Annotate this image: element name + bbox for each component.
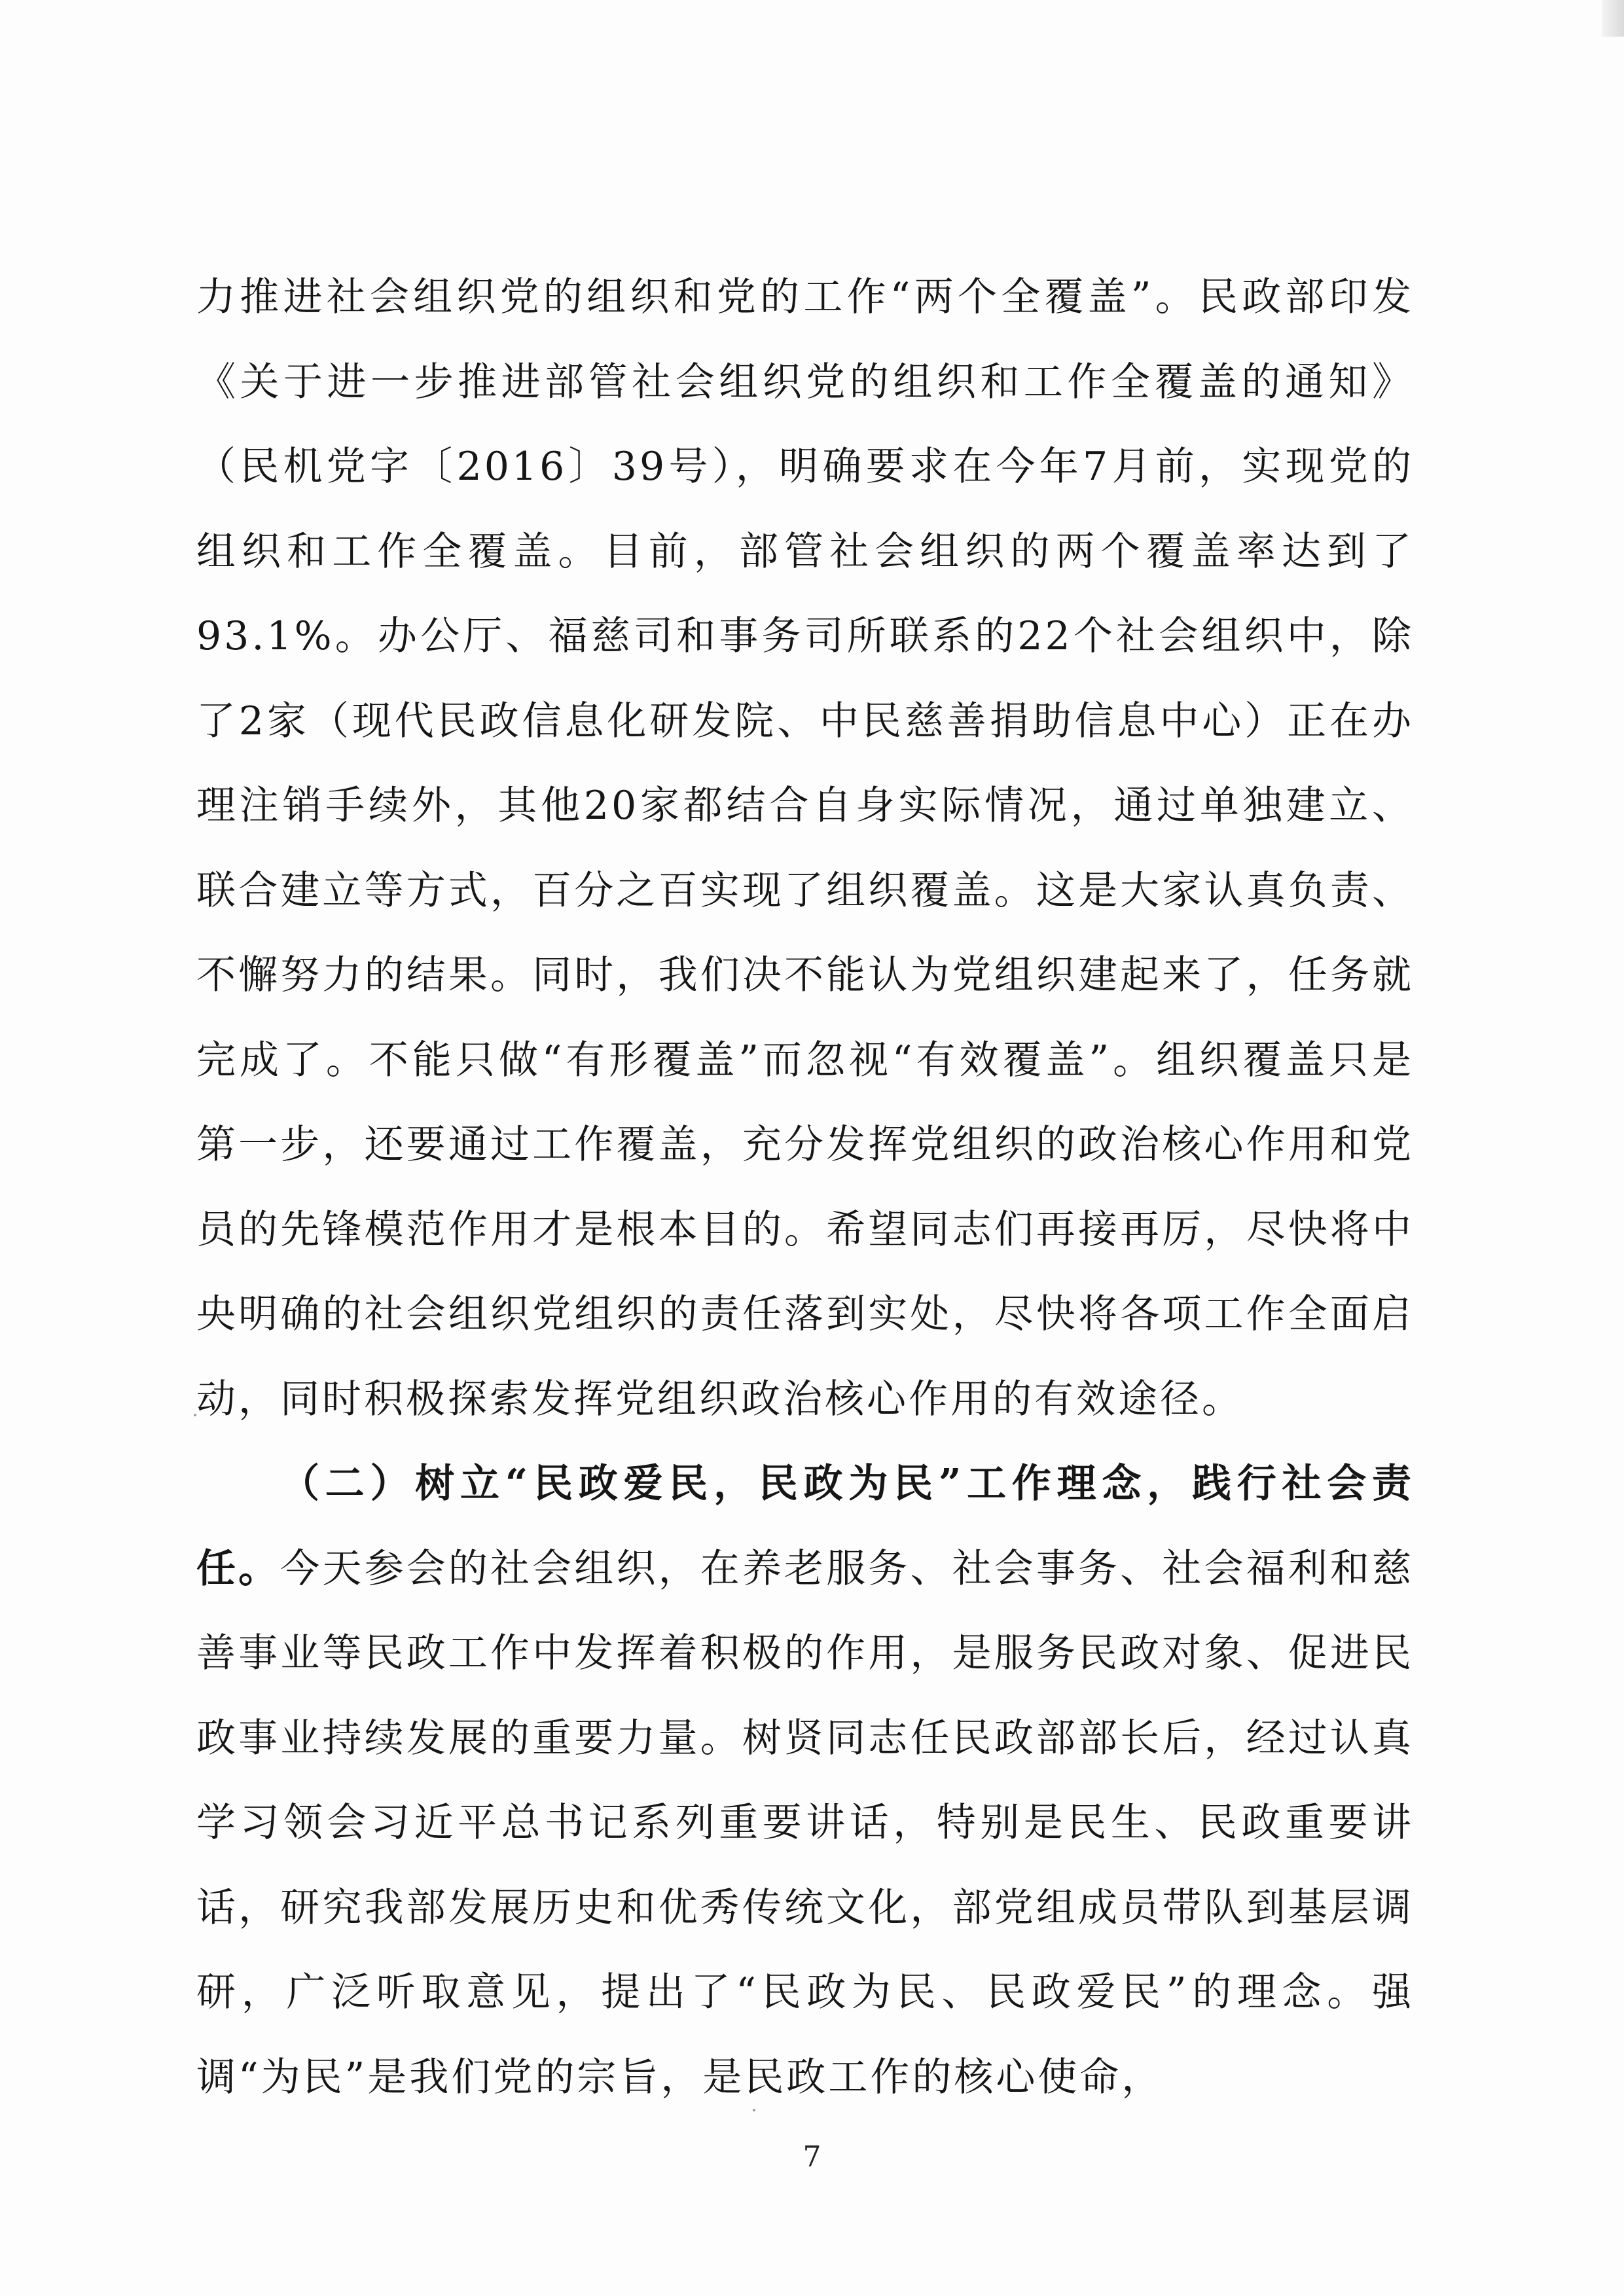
section-heading: （二）树立“民政爱民，民政为民”工作理念，践行社会责任。 (196, 1461, 1414, 1592)
paragraph-section-two (196, 1442, 1414, 2120)
page-number: 7 (803, 2140, 821, 2174)
paragraph-coverage-text: 力推进社会组织党的组织和党的工作“两个全覆盖”。民政部印发《关于进一步推进部管社会组织党的组织和工作全覆盖的通知》（民机党字〔2016〕39号），明确要求在今年7月前，实现党的组织和工作全覆盖。目前，部管社会组织的两个覆盖率达到了93.1%。办公厅、福慈司和事务司所联系的22个社会组织中，除了2家（现代民政信息化研发院、中民慈善捐助信息中心）正在办理注销手续外，其他20家都结合自身实际情况，通过单独建立、联合建立等方式，百分之百实现了组织覆盖。这是大家认真负责、不懈努力的结果。同时，我们决不能认为党组织建起来了，任务就完成了。不能只做“有形覆盖”而忽视“有效覆盖”。组织覆盖只是第一步，还要通过工作覆盖，充分发挥党组织的政治核心作用和党员的先锋模范作用才是根本目的。希望同志们再接再厉，尽快将中央明确的社会组织党组织的责任落到实处，尽快将各项工作全面启动，同时积极探索发挥党组织政治核心作用的有效途径。 (196, 274, 1414, 1422)
scan-edge-shadow (1602, 0, 1624, 37)
body-text (196, 255, 1414, 2120)
paragraph-section-two-text: 今天参会的社会组织，在养老服务、社会事务、社会福利和慈善事业等民政工作中发挥着积极的作用，是服务民政对象、促进民政事业持续发展的重要力量。树贤同志任民政部部长后，经过认真学习领会习近平总书记系列重要讲话，特别是民生、民政重要讲话，研究我部发展历史和优秀传统文化，部党组成员带队到基层调研，广泛听取意见，提出了“民政为民、民政爱民”的理念。强调“为民”是我们党的宗旨，是民政工作的核心使命， (196, 1545, 1415, 2100)
paragraph-coverage (196, 255, 1414, 1442)
scan-speck (194, 1414, 196, 1416)
scan-speck (753, 2109, 755, 2111)
